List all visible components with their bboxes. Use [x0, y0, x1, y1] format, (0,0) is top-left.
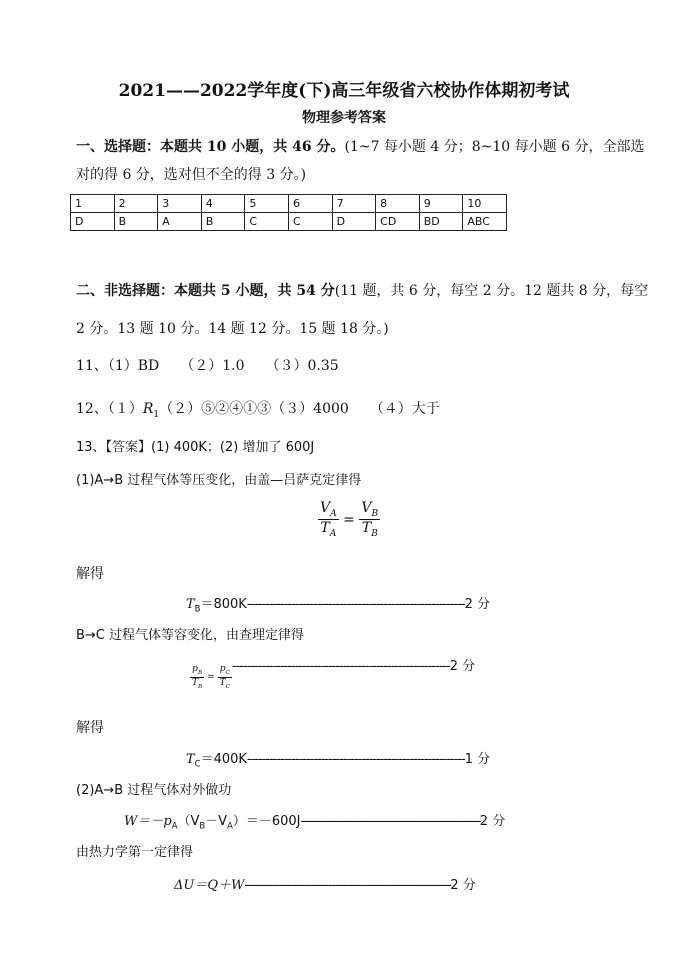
section1-heading-line [76, 136, 644, 156]
numerator [318, 500, 339, 520]
numerator [218, 664, 233, 678]
solve-label-1: 解得 [76, 566, 104, 582]
page-title: 2021——2022学年度(下)高三年级省六校协作体期初考试 [118, 81, 570, 101]
q11-answer: 11、（1）BD （２）1.0 （３）0.35 [76, 358, 339, 374]
equals-sign: = [343, 511, 355, 528]
score: 2 分 [450, 878, 476, 893]
dash-leader: ---------------------------------------------------------- [300, 814, 480, 829]
p-symbol: p [219, 664, 226, 674]
table-cell: 8 [376, 195, 420, 213]
numerator [359, 500, 380, 520]
gay-lussac-equation [318, 500, 380, 540]
t-symbol: T [192, 677, 199, 688]
section2-heading: 二、非选择题：本题共 5 小题，共 54 分 [76, 283, 335, 299]
table-cell: A [158, 213, 202, 231]
answer-table [70, 194, 507, 231]
table-cell: 10 [463, 195, 507, 213]
equals-sign: = [207, 672, 215, 683]
du-equation-line [174, 874, 476, 893]
t-symbol: T [361, 520, 372, 537]
denominator [359, 520, 380, 539]
subscript: A [329, 529, 337, 540]
section2-note-b: 2 分。13 题 10 分。14 题 12 分。15 题 18 分。) [76, 321, 389, 337]
work-mid: （V [177, 814, 200, 829]
table-cell: 2 [114, 195, 158, 213]
t-symbol: T [219, 677, 226, 688]
subscript: A [227, 820, 233, 831]
table-cell: 7 [332, 195, 376, 213]
tc-symbol: T [186, 752, 195, 767]
tb-value: ＝800K [200, 597, 247, 612]
dash-leader: ----------------------------------------------------------- [246, 597, 465, 612]
v-symbol: V [320, 500, 331, 516]
table-cell: CD [376, 213, 420, 231]
table-cell: 3 [158, 195, 202, 213]
fraction-pb-tb [190, 664, 204, 690]
tb-symbol: T [186, 597, 195, 612]
answer-table-number-row [71, 195, 507, 213]
q13-first-law-intro: 由热力学第一定律得 [76, 845, 194, 860]
charles-equation [190, 664, 232, 690]
du-text: ΔU＝Q＋W [174, 878, 245, 893]
tb-result-line [186, 593, 490, 614]
fraction-vb-tb [359, 500, 380, 540]
table-cell: B [114, 213, 158, 231]
subscript: A [330, 508, 337, 519]
dash-leader: ----------------------------------------------------------- [232, 659, 450, 674]
subscript: A [171, 820, 178, 831]
subscript: C [225, 683, 231, 690]
score: 2 分 [449, 659, 476, 674]
section1-note-a: (1~7 每小题 4 分；8~10 每小题 6 分，全部选 [344, 139, 645, 155]
table-cell: 6 [288, 195, 332, 213]
score: 2 分 [464, 597, 490, 612]
work-equation-line [124, 810, 505, 831]
score: 1 分 [464, 752, 491, 767]
table-cell: 5 [245, 195, 289, 213]
solve-label-2: 解得 [76, 720, 104, 736]
denominator [218, 678, 233, 691]
q13-part1-b-intro: B→C 过程气体等容变化，由查理定律得 [76, 628, 305, 643]
t-symbol: T [320, 520, 330, 537]
table-cell: 9 [419, 195, 463, 213]
table-cell: 1 [71, 195, 115, 213]
q12-answer [76, 398, 440, 420]
section1-note-b: 对的得 6 分，选对但不全的得 3 分。) [76, 167, 307, 183]
subscript: B [198, 683, 203, 690]
section2-note-a: (11 题，共 6 分，每空 2 分。12 题共 8 分，每空 [334, 283, 649, 299]
table-cell: ABC [463, 213, 507, 231]
q12-rest: （２）⑤②④①③（３）4000 （４）大于 [159, 401, 440, 417]
q12-prefix: 12、（１） [76, 401, 143, 417]
q13-part1-intro: (1)A→B 过程气体等压变化，由盖—吕萨克定律得 [76, 473, 362, 488]
denominator [190, 678, 204, 691]
table-cell: B [201, 213, 245, 231]
v-symbol: V [361, 500, 372, 516]
section2-heading-line [76, 280, 648, 300]
page-subtitle: 物理参考答案 [302, 110, 386, 126]
eq2-leader-line [232, 655, 475, 674]
p-symbol: p [192, 664, 198, 674]
subscript: B [371, 508, 379, 519]
answer-table-answer-row [71, 213, 507, 231]
subscript: B [371, 529, 378, 540]
q12-r-symbol: R [142, 401, 154, 417]
work-text: W＝－p [124, 814, 172, 829]
q13-part2-intro: (2)A→B 过程气体对外做功 [76, 783, 232, 798]
subscript: C [225, 669, 230, 676]
work-minus: －V [205, 814, 228, 829]
table-cell: D [332, 213, 376, 231]
table-cell: C [288, 213, 332, 231]
table-cell: 4 [201, 195, 245, 213]
q13-answer-line: 13、【答案】(1) 400K；(2) 增加了 600J [76, 440, 315, 455]
fraction-va-ta [318, 500, 339, 540]
fraction-pc-tc [218, 664, 233, 690]
tc-value: ＝400K [200, 752, 247, 767]
tc-result-line [186, 748, 490, 769]
table-cell: D [71, 213, 115, 231]
table-cell: BD [419, 213, 463, 231]
denominator [318, 520, 339, 539]
q12-r-subscript: 1 [153, 409, 160, 420]
subscript: B [199, 820, 206, 831]
section1-heading: 一、选择题：本题共 10 小题，共 46 分。 [76, 139, 345, 155]
numerator [190, 664, 204, 678]
dash-leader: ----------------------------------------------------------- [246, 752, 465, 767]
subscript: B [194, 603, 201, 614]
score: 2 分 [479, 814, 506, 829]
subscript: B [197, 669, 203, 676]
dash-leader: ----------------------------------------------------------- [244, 878, 451, 893]
table-cell: C [245, 213, 289, 231]
work-end: ）＝－600J [232, 814, 301, 829]
subscript: C [194, 758, 201, 769]
